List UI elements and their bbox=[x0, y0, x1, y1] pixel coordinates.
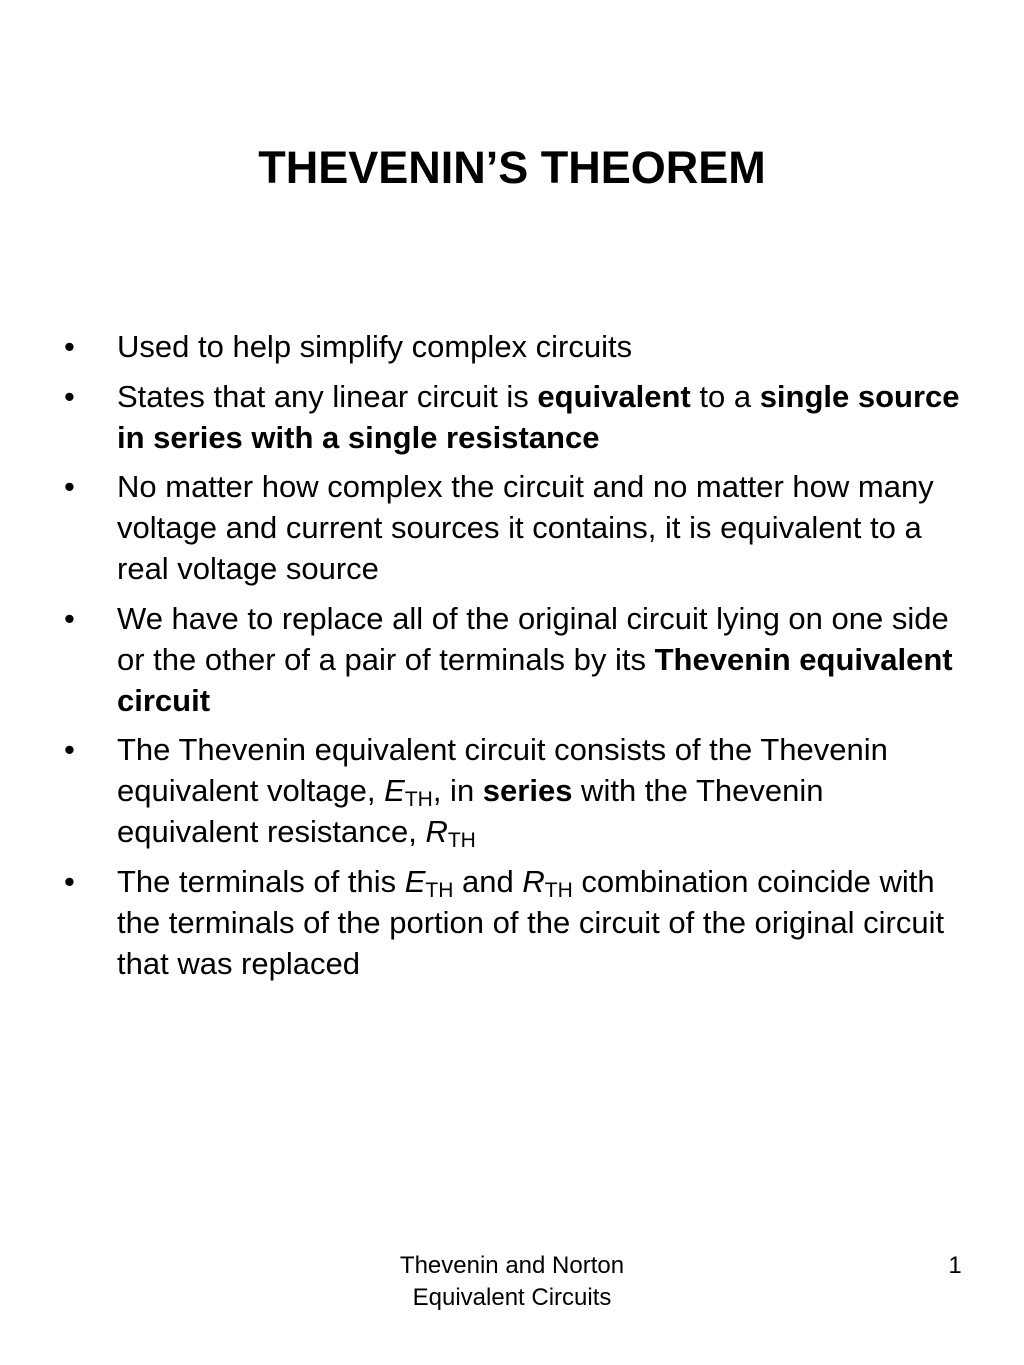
bullet-text: The Thevenin equivalent circuit consists of the Thevenin equivalent voltage, $E_{TH}$, in series with the Thevenin equivalent resistance, $R_{TH}$ bbox=[117, 732, 888, 852]
symbol-r: R bbox=[425, 814, 448, 849]
emphasis-equivalent: equivalent bbox=[537, 378, 691, 414]
emphasis-series: series bbox=[482, 773, 573, 808]
footer-line-1: Thevenin and Norton bbox=[399, 1252, 625, 1279]
bullet-text: States that any linear circuit is equivalent to a single source in series with a single resistance bbox=[117, 378, 960, 455]
bullet-text: The terminals of this $E_{TH}$ and $R_{TH}$ combination coincide with the terminals of the portion of the circuit of the original circuit that was replaced bbox=[117, 863, 945, 981]
emphasis-thevenin-equivalent-circuit: Thevenin equivalent circuit bbox=[117, 641, 953, 718]
symbol-r: R bbox=[522, 863, 545, 899]
footer-line-2: Equivalent Circuits bbox=[412, 1284, 612, 1311]
bullet-text: We have to replace all of the original circuit lying on one side or the other of a pair of terminals by its Thevenin equivalent circuit bbox=[117, 600, 953, 718]
symbol-e: E bbox=[384, 773, 405, 808]
bullet-text: No matter how complex the circuit and no matter how many voltage and current sources it contains, it is equivalent to a real voltage source bbox=[117, 469, 934, 586]
subscript-th: TH bbox=[447, 829, 476, 852]
subscript-th: TH bbox=[404, 788, 433, 811]
bullet-item bbox=[60, 861, 960, 984]
page-number: 1 bbox=[948, 1252, 962, 1279]
subscript-th: TH bbox=[544, 878, 573, 902]
symbol-e: E bbox=[404, 863, 426, 899]
bullet-marker: • bbox=[64, 600, 75, 636]
footer-title bbox=[362, 1250, 662, 1314]
bullet-item bbox=[60, 729, 960, 852]
subscript-th: TH bbox=[425, 878, 454, 902]
bullet-marker: • bbox=[64, 329, 75, 364]
slide-title: THEVENIN’S THEOREM bbox=[258, 142, 766, 193]
bullet-item bbox=[60, 466, 960, 589]
bullet-item bbox=[60, 598, 960, 721]
bullet-marker: • bbox=[64, 732, 75, 767]
bullet-text: Used to help simplify complex circuits bbox=[117, 329, 633, 364]
bullet-marker: • bbox=[64, 863, 75, 899]
bullet-item bbox=[60, 326, 960, 367]
emphasis-single-source: single source in series with a single resistance bbox=[117, 378, 960, 455]
bullet-list bbox=[60, 326, 960, 992]
bullet-marker: • bbox=[64, 469, 75, 504]
bullet-marker: • bbox=[64, 378, 75, 414]
bullet-item bbox=[60, 376, 960, 458]
